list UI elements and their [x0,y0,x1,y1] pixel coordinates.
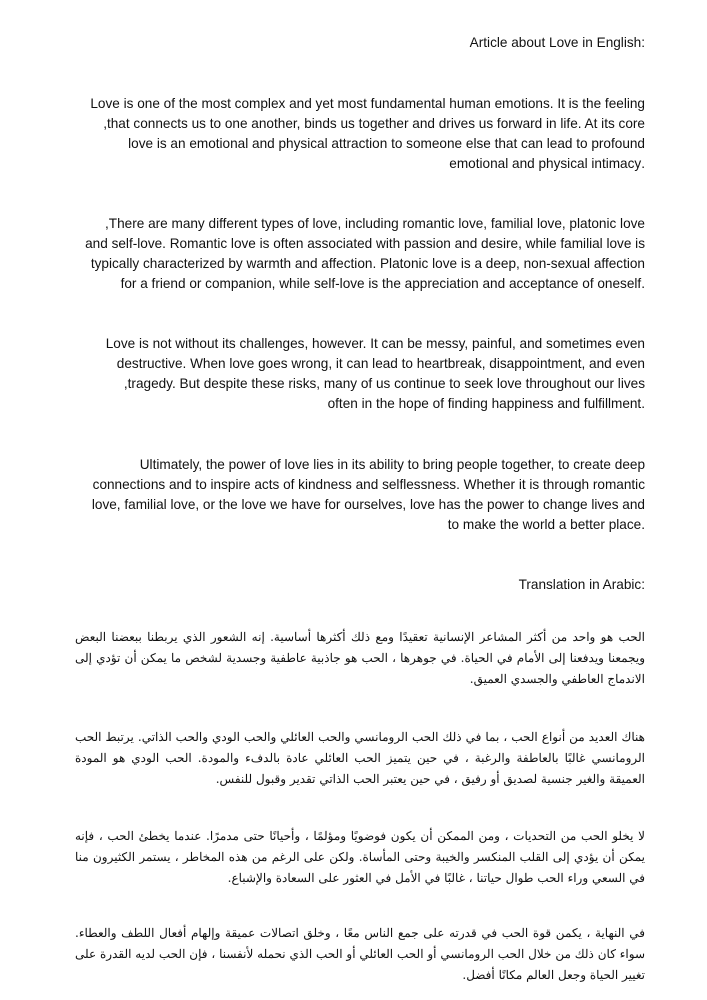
paragraph-line: and self-love. Romantic love is often associated with passion and desire, while familial love is [85,236,645,251]
paragraph-line: There are many different types of love, including romantic love, familial love, platonic love, [105,216,645,231]
paragraph-line: love is an emotional and physical attraction to someone else that can lead to profound [128,136,645,151]
paragraph-line: destructive. When love goes wrong, it can lead to heartbreak, disappointment, and even [116,356,645,371]
arabic-paragraph-1: الحب هو واحد من أكثر المشاعر الإنسانية تعقيدًا ومع ذلك أكثرها أساسية. إنه الشعور الذي يربطنا ببعضنا البعض ويجمعنا ويدفعنا إلى الأمام في الحياة. في جوهرها ، الحب هو جاذبية عاطفية وجسدية لشخص ما يمكن أن تؤدي إلى الاندماج العاطفي والجسدي العميق. [75,630,645,686]
paragraph-line: .emotional and physical intimacy [449,156,645,171]
paragraph-line: Ultimately, the power of love lies in its ability to bring people together, to create deep [139,457,645,472]
english-heading [55,33,645,53]
arabic-paragraph-4: في النهاية ، يكمن قوة الحب في قدرته على جمع الناس معًا ، وخلق اتصالات عميقة وإلهام أفعال اللطف والعطاء. سواء كان ذلك من خلال الحب الرومانسي أو الحب العائلي أو الحب الذي نحمله لأنفسنا ، فإن الحب لديه القدرة على تغيير الحياة وجعل العالم مكانًا أفضل. [75,926,645,982]
arabic-paragraph-3: لا يخلو الحب من التحديات ، ومن الممكن أن يكون فوضويًا ومؤلمًا ، وأحيانًا حتى مدمرًا. عندما يخطئ الحب ، فإنه يمكن أن يؤدي إلى القلب المنكسر والخيبة وحتى المأساة. ولكن على الرغم من هذه المخاطر ، يستمر الكثيرون منا في السعي وراء الحب طوال حياتنا ، غالبًا في الأمل في العثور على السعادة والإشباع. [75,829,645,885]
english-paragraph-3 [55,334,645,414]
paragraph-line: typically characterized by warmth and affection. Platonic love is a deep, non-sexual affection [90,256,645,271]
paragraph-line: love, familial love, or the love we have for ourselves, love has the power to change lives and [91,497,645,512]
paragraph-line: .to make the world a better place [447,517,645,532]
paragraph-line: tragedy. But despite these risks, many of us continue to seek love throughout our lives, [123,376,645,391]
paragraph-line: Love is one of the most complex and yet most fundamental human emotions. It is the feeling [90,96,645,111]
english-paragraph-2 [55,214,645,294]
arabic-heading [55,575,645,595]
english-paragraph-4 [55,455,645,535]
paragraph-line: .for a friend or companion, while self-love is the appreciation and acceptance of oneself [120,276,645,291]
paragraph-line: connections and to inspire acts of kindness and selflessness. Whether it is through romantic [92,477,645,492]
english-heading-text: :Article about Love in English [469,35,645,50]
paragraph-line: Love is not without its challenges, however. It can be messy, painful, and sometimes even [105,336,645,351]
paragraph-line: .often in the hope of finding happiness and fulfillment [327,396,645,411]
arabic-heading-text: :Translation in Arabic [518,577,645,592]
paragraph-line: that connects us to one another, binds us together and drives us forward in life. At its core, [103,116,645,131]
arabic-paragraph-2: هناك العديد من أنواع الحب ، بما في ذلك الحب الرومانسي والحب العائلي والحب الودي والحب الذاتي. يرتبط الحب الرومانسي غالبًا بالعاطفة والرغبة ، في حين يتميز الحب العائلي عادة بالدفء والمودة. الحب الودي هو المودة العميقة والغير جنسية لصديق أو رفيق ، في حين يعتبر الحب الذاتي تقدير وقبول للنفس. [75,730,645,786]
english-paragraph-1 [55,94,645,174]
